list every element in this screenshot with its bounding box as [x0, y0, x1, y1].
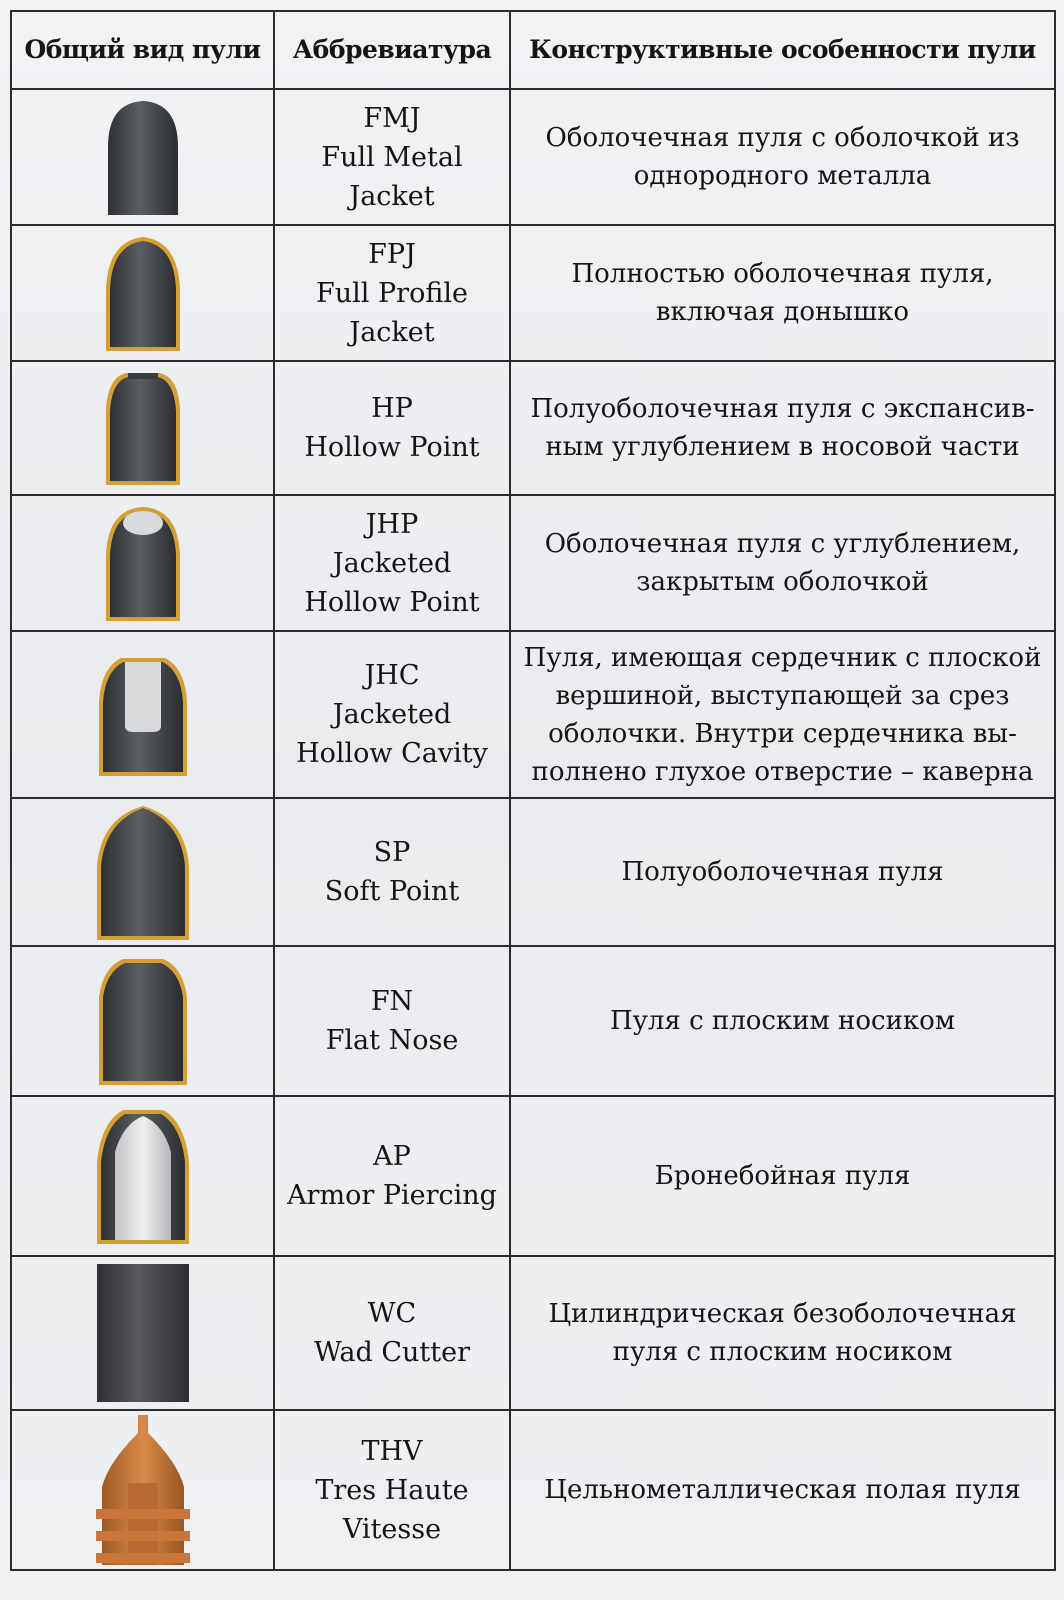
ap-bullet-icon	[93, 1106, 193, 1246]
abbr-name: Full Metal Jacket	[321, 141, 463, 212]
abbr-name: Jacketed Hollow Point	[304, 547, 480, 618]
table-row	[11, 631, 1055, 798]
abbr-name: Hollow Point	[304, 432, 480, 463]
sp-bullet-icon	[93, 802, 193, 942]
table-row	[11, 225, 1055, 361]
abbr-cell	[274, 1096, 510, 1256]
table-row	[11, 495, 1055, 631]
abbr-cell	[274, 946, 510, 1096]
description-cell: Полностью оболочечная пуля, включая донышко	[510, 225, 1055, 361]
table-row	[11, 946, 1055, 1096]
abbr-cell	[274, 631, 510, 798]
abbr-cell	[274, 225, 510, 361]
abbr-code: FPJ	[368, 238, 416, 270]
abbr-cell	[274, 1256, 510, 1410]
description-cell: Пуля с плоским носиком	[510, 946, 1055, 1096]
header-view: Общий вид пули	[11, 11, 274, 89]
description-cell: Цилиндрическая безоболочечная пуля с плоским носиком	[510, 1256, 1055, 1410]
abbr-name: Wad Cutter	[313, 1337, 470, 1368]
abbr-cell	[274, 361, 510, 495]
table-header-row	[11, 11, 1055, 89]
description-cell: Полуоболочечная пуля с экспансив-ным углублением в носовой части	[510, 361, 1055, 495]
header-features: Конструктивные особенности пули	[510, 11, 1055, 89]
header-abbreviation: Аббревиатура	[274, 11, 510, 89]
table-row	[11, 798, 1055, 946]
abbr-code: FN	[370, 986, 414, 1017]
description-cell: Пуля, имеющая сердечник с плоской вершиной, выступающей за срез оболочки. Внутри сердечника вы-полнено глухое отверстие – каверна	[510, 631, 1055, 798]
description-cell: Полуоболочечная пуля	[510, 798, 1055, 946]
table-row	[11, 361, 1055, 495]
abbr-name: Flat Nose	[325, 1025, 459, 1056]
abbr-code: HP	[371, 393, 413, 424]
table-row	[11, 89, 1055, 225]
description-cell: Оболочечная пуля с оболочкой из однородного металла	[510, 89, 1055, 225]
abbr-code: FMJ	[363, 102, 421, 134]
abbr-code: THV	[361, 1435, 423, 1467]
jhp-bullet-icon	[98, 503, 188, 623]
abbr-name: Jacketed Hollow Cavity	[296, 699, 488, 769]
table-row	[11, 1256, 1055, 1410]
abbr-name: Tres Haute Vitesse	[315, 1474, 469, 1545]
abbr-cell	[274, 798, 510, 946]
description-cell: Цельнометаллическая полая пуля	[510, 1410, 1055, 1570]
fn-bullet-icon	[95, 955, 191, 1087]
description-cell: Оболочечная пуля с углублением, закрытым оболочкой	[510, 495, 1055, 631]
abbr-code: WC	[367, 1298, 417, 1329]
abbr-code: JHC	[364, 660, 420, 691]
table-row	[11, 1096, 1055, 1256]
abbr-name: Full Profile Jacket	[316, 277, 468, 348]
table-row	[11, 1410, 1055, 1570]
abbr-cell	[274, 1410, 510, 1570]
bullet-types-table	[10, 10, 1056, 1571]
abbr-code: SP	[373, 837, 411, 868]
fmj-bullet-icon	[98, 97, 188, 217]
abbr-cell	[274, 495, 510, 631]
abbr-code: AP	[373, 1141, 411, 1172]
wc-bullet-icon	[93, 1262, 193, 1404]
abbr-cell	[274, 89, 510, 225]
hp-bullet-icon	[98, 369, 188, 487]
abbr-name: Soft Point	[324, 876, 460, 907]
abbr-name: Armor Piercing	[287, 1180, 497, 1211]
jhc-bullet-icon	[93, 652, 193, 778]
description-cell: Бронебойная пуля	[510, 1096, 1055, 1256]
thv-bullet-icon	[88, 1413, 198, 1567]
abbr-code: JHP	[365, 508, 419, 540]
fpj-bullet-icon	[98, 233, 188, 353]
